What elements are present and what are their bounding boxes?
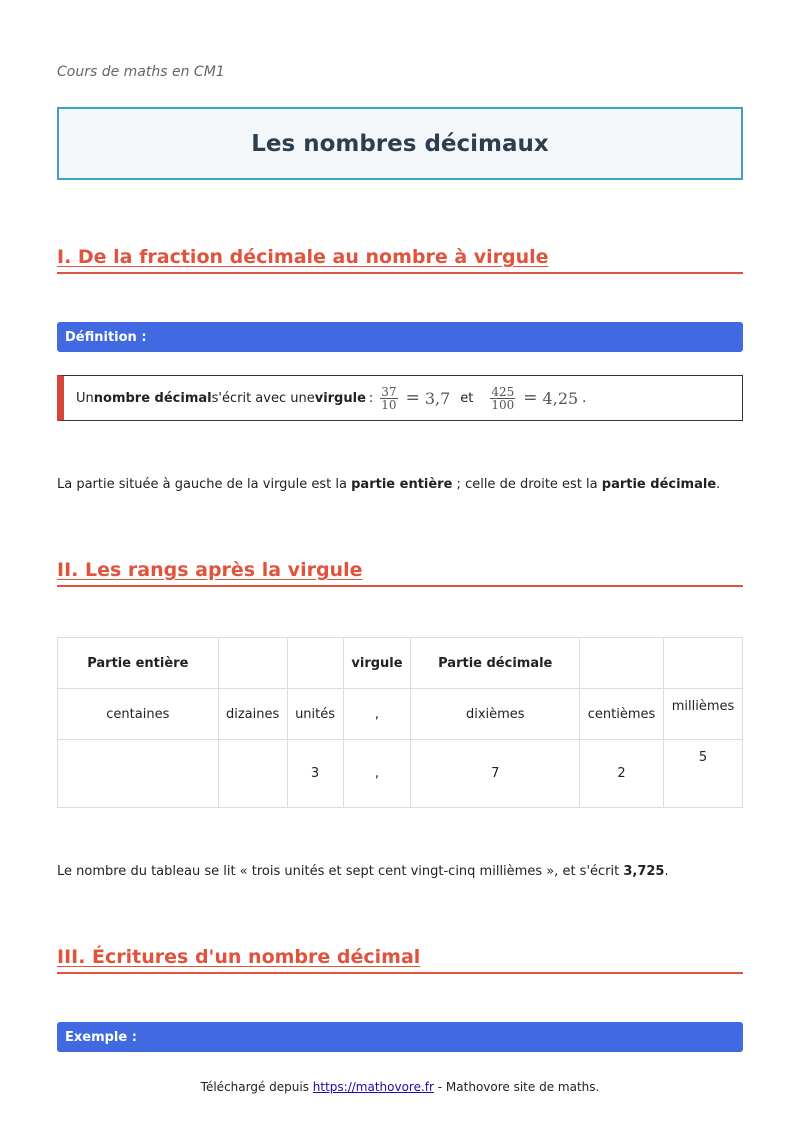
equals-sign-1: = [405,388,420,408]
table-cell: virgule [343,638,411,689]
table-cell: , [343,740,411,808]
table-cell [664,638,743,689]
fraction-1-denominator: 10 [381,397,397,412]
title-box [57,107,743,180]
table-cell: , [343,689,411,740]
equals-sign-2: = [523,388,538,408]
table-cell [218,638,287,689]
section-3-heading: III. Écritures d'un nombre décimal [57,946,421,968]
def-text-2: s'écrit avec une [211,390,315,406]
footer-suffix: - Mathovore site de maths. [433,1080,600,1094]
def-term-decimal: nombre décimal [93,390,212,406]
section-2-heading: II. Les rangs après la virgule [57,559,363,581]
table-cell: 3 [287,740,343,808]
table-cell: dizaines [218,689,287,740]
section-1-paragraph [57,477,720,492]
table-cell: 5 [664,740,743,808]
table-cell: 2 [580,740,664,808]
math-value-2: 4,25 [542,388,579,408]
definition-label: Définition : [65,329,147,345]
def-end-period: . [582,390,587,406]
section-2-paragraph [57,864,669,879]
table-cell [218,740,287,808]
math-expression-2 [487,386,578,411]
math-expression-1 [377,386,450,411]
table-row [58,689,743,740]
table-cell: Partie décimale [411,638,580,689]
para-1-text-2: ; celle de droite est la [452,477,602,492]
para-1-text-1: La partie située à gauche de la virgule est la [57,477,352,492]
para-2-number: 3,725 [623,864,665,879]
table-row [58,638,743,689]
para-1-term-entiere: partie entière [351,477,453,492]
section-1-header [57,246,743,274]
footer [0,1080,800,1094]
table-cell [287,638,343,689]
table-cell: 7 [411,740,580,808]
table-cell: centaines [58,689,219,740]
table-cell: centièmes [580,689,664,740]
table-cell: Partie entière [58,638,219,689]
table-cell [580,638,664,689]
fraction-2 [490,386,515,411]
math-value-1: 3,7 [424,388,451,408]
fraction-2-numerator: 425 [491,384,515,399]
table-cell: unités [287,689,343,740]
footer-prefix: Téléchargé depuis [200,1080,313,1094]
table-cell: dixièmes [411,689,580,740]
fraction-1-numerator: 37 [381,384,397,399]
footer-link[interactable]: https://mathovore.fr [312,1080,434,1094]
fraction-2-denominator: 100 [491,397,515,412]
para-1-term-decimale: partie décimale [601,477,717,492]
place-value-table [57,637,743,808]
definition-bar [57,322,743,352]
def-conjunction: et [460,390,474,406]
table-row [58,740,743,808]
course-subtitle: Cours de maths en CM1 [57,64,225,80]
example-label: Exemple : [65,1029,137,1045]
section-1-heading: I. De la fraction décimale au nombre à virgule [57,246,549,268]
table-cell [58,740,219,808]
section-2-header [57,559,743,587]
def-term-virgule: virgule [314,390,366,406]
section-3-header [57,946,743,974]
example-bar [57,1022,743,1052]
para-1-text-3: . [716,477,721,492]
para-2-text-2: . [664,864,669,879]
definition-box [57,375,743,421]
para-2-text-1: Le nombre du tableau se lit « trois unités et sept cent vingt-cinq millièmes », et s'écrit [57,864,624,879]
page-title: Les nombres décimaux [251,130,549,157]
def-text-1: Un [76,390,94,406]
def-text-3: : [368,390,374,406]
table-cell: millièmes [664,689,743,740]
fraction-1 [380,386,397,411]
